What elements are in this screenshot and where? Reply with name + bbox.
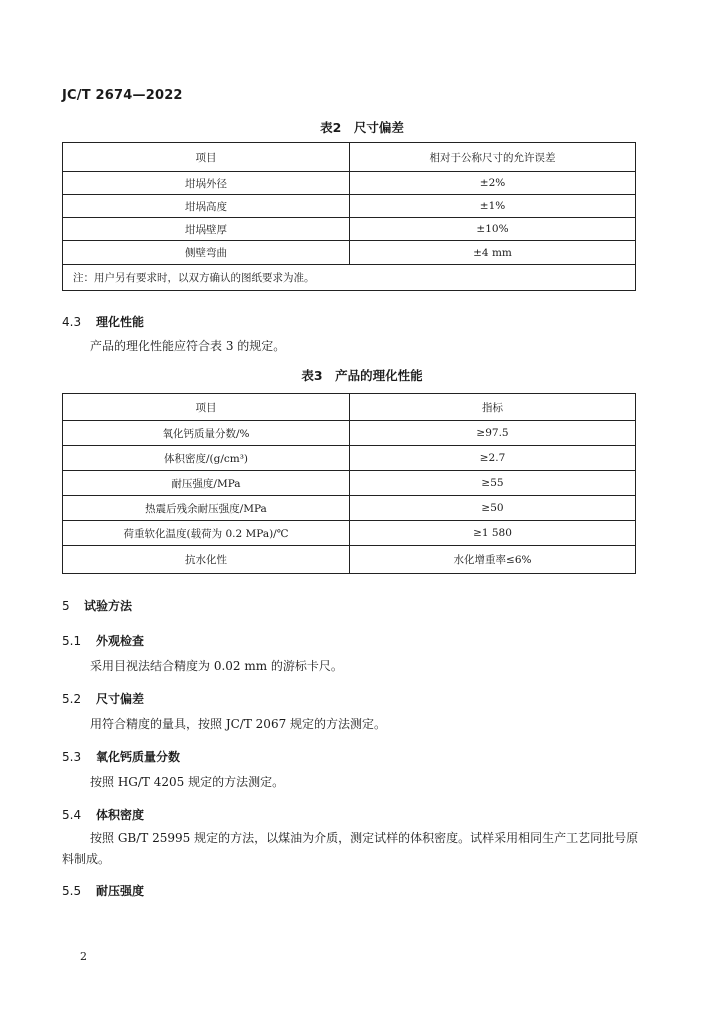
table-cell: ±10% bbox=[350, 218, 636, 241]
section-5-1-paragraph: 采用目视法结合精度为 0.02 mm 的游标卡尺。 bbox=[90, 659, 343, 673]
table-cell: 水化增重率≤6% bbox=[350, 546, 636, 574]
section-number: 5.1 bbox=[62, 634, 82, 648]
table-cell: 坩埚壁厚 bbox=[63, 218, 350, 241]
table-cell: ±4 mm bbox=[350, 241, 636, 265]
page-number: 2 bbox=[80, 950, 87, 963]
section-5-4-heading bbox=[62, 806, 144, 823]
section-number: 4.3 bbox=[62, 315, 82, 329]
table-row bbox=[63, 241, 636, 265]
section-title: 氧化钙质量分数 bbox=[96, 750, 181, 764]
table-cell: 热震后残余耐压强度/MPa bbox=[63, 496, 350, 521]
table-row bbox=[63, 172, 636, 195]
table2-header-row bbox=[63, 143, 636, 172]
section-4-3-paragraph: 产品的理化性能应符合表 3 的规定。 bbox=[90, 339, 286, 353]
table-row bbox=[63, 521, 636, 546]
table2 bbox=[62, 142, 636, 291]
table-row bbox=[63, 446, 636, 471]
section-title: 理化性能 bbox=[96, 315, 145, 329]
section-number: 5 bbox=[62, 599, 70, 613]
table-cell: ≥1 580 bbox=[350, 521, 636, 546]
section-number: 5.3 bbox=[62, 750, 82, 764]
section-number: 5.2 bbox=[62, 692, 82, 706]
table-cell: 耐压强度/MPa bbox=[63, 471, 350, 496]
table3-header-item: 项目 bbox=[63, 394, 350, 421]
section-number: 5.4 bbox=[62, 808, 82, 822]
table-cell: 抗水化性 bbox=[63, 546, 350, 574]
table-cell: ≥55 bbox=[350, 471, 636, 496]
table-cell: 坩埚外径 bbox=[63, 172, 350, 195]
section-5-3-paragraph: 按照 HG/T 4205 规定的方法测定。 bbox=[90, 775, 285, 789]
table-cell: ≥97.5 bbox=[350, 421, 636, 446]
table-row bbox=[63, 218, 636, 241]
table2-note-row bbox=[63, 265, 636, 291]
table3-header-index: 指标 bbox=[350, 394, 636, 421]
table-cell: 荷重软化温度(载荷为 0.2 MPa)/℃ bbox=[63, 521, 350, 546]
table-cell: 侧壁弯曲 bbox=[63, 241, 350, 265]
section-5-3-heading bbox=[62, 748, 180, 765]
table3-header-row bbox=[63, 394, 636, 421]
section-title: 外观检查 bbox=[96, 634, 145, 648]
section-number: 5.5 bbox=[62, 884, 82, 898]
table-row bbox=[63, 195, 636, 218]
table-cell: 坩埚高度 bbox=[63, 195, 350, 218]
section-title: 尺寸偏差 bbox=[96, 692, 145, 706]
section-5-5-heading bbox=[62, 882, 144, 899]
section-5-2-paragraph: 用符合精度的量具，按照 JC/T 2067 规定的方法测定。 bbox=[90, 717, 387, 731]
section-title: 试验方法 bbox=[84, 599, 133, 613]
table-cell: ≥2.7 bbox=[350, 446, 636, 471]
table-row bbox=[63, 496, 636, 521]
section-5-4-paragraph: 按照 GB/T 25995 规定的方法，以煤油为介质，测定试样的体积密度。试样采用相同生产工艺同批号原料制成。 bbox=[62, 831, 639, 866]
table-cell: ±2% bbox=[350, 172, 636, 195]
table2-caption: 表2 尺寸偏差 bbox=[320, 120, 404, 135]
section-title: 体积密度 bbox=[96, 808, 145, 822]
table-row bbox=[63, 546, 636, 574]
section-5-heading bbox=[62, 597, 132, 614]
table3 bbox=[62, 393, 636, 574]
standard-code-header: JC/T 2674—2022 bbox=[62, 88, 183, 103]
section-5-1-heading bbox=[62, 632, 144, 649]
table2-header-tolerance: 相对于公称尺寸的允许误差 bbox=[350, 143, 636, 172]
table-cell: 氧化钙质量分数/% bbox=[63, 421, 350, 446]
table-row bbox=[63, 421, 636, 446]
table3-caption: 表3 产品的理化性能 bbox=[301, 368, 423, 383]
table2-header-item: 项目 bbox=[63, 143, 350, 172]
section-5-2-heading bbox=[62, 690, 144, 707]
table-row bbox=[63, 471, 636, 496]
section-title: 耐压强度 bbox=[96, 884, 145, 898]
table-cell: ±1% bbox=[350, 195, 636, 218]
table-cell: ≥50 bbox=[350, 496, 636, 521]
table-cell: 体积密度/(g/cm³) bbox=[63, 446, 350, 471]
section-4-3-heading bbox=[62, 313, 144, 330]
table2-note: 注：用户另有要求时，以双方确认的图纸要求为准。 bbox=[63, 265, 636, 291]
